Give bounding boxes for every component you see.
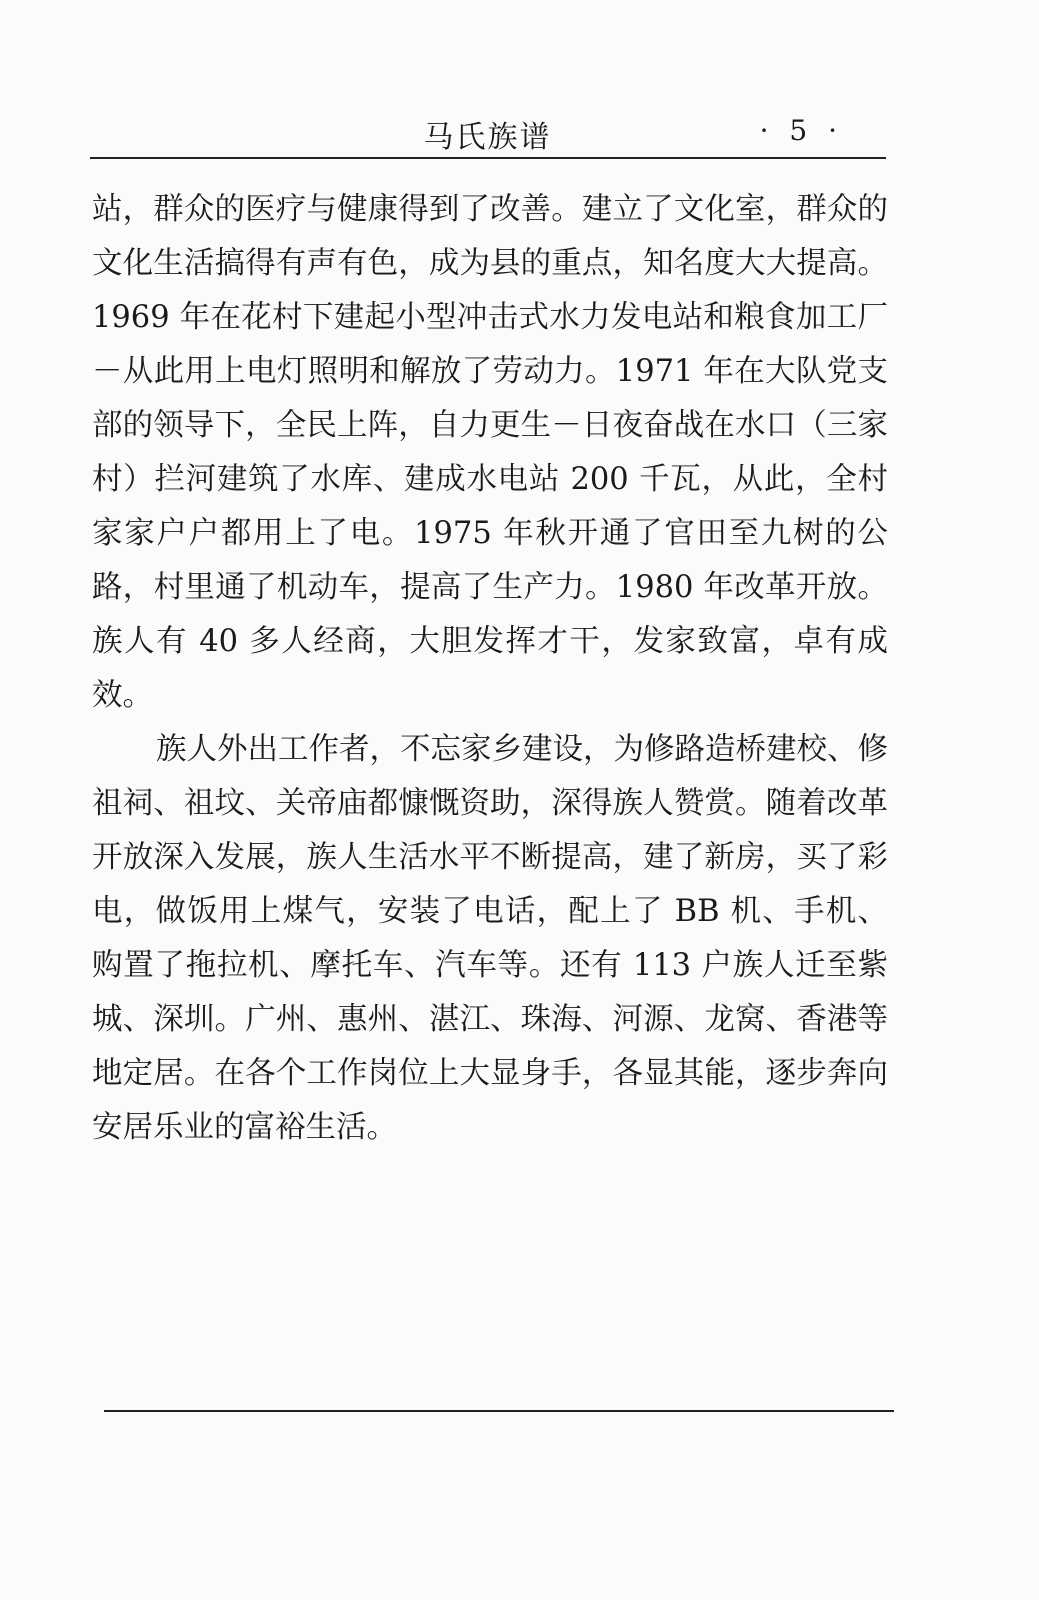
header-divider xyxy=(90,157,886,159)
footer-divider xyxy=(104,1410,894,1412)
page-number: · 5 · xyxy=(759,114,843,147)
running-head xyxy=(90,108,885,158)
paragraph-1: 站，群众的医疗与健康得到了改善。建立了文化室，群众的文化生活搞得有声有色，成为县的重点，知名度大大提高。1969 年在花村下建起小型冲击式水力发电站和粮食加工厂－从此用上电灯照明和解放了劳动力。1971 年在大队党支部的领导下，全民上阵，自力更生－日夜奋战在水口（三家村）拦河建筑了水库、建成水电站 200 千瓦，从此，全村家家户户都用上了电。1975 年秋开通了官田至九树的公路，村里通了机动车，提高了生产力。1980 年改革开放。族人有 40 多人经商，大胆发挥才干，发家致富，卓有成效。 xyxy=(92,192,888,713)
paragraph-2: 族人外出工作者，不忘家乡建设，为修路造桥建校、修祖祠、祖坟、关帝庙都慷慨资助，深得族人赞赏。随着改革开放深入发展，族人生活水平不断提高，建了新房，买了彩电，做饭用上煤气，安装了电话，配上了 BB 机、手机、购置了拖拉机、摩托车、汽车等。还有 113 户族人迁至紫城、深圳。广州、惠州、湛江、珠海、河源、龙窝、香港等地定居。在各个工作岗位上大显身手，各显其能，逐步奔向安居乐业的富裕生活。 xyxy=(92,732,888,1145)
running-title: 马氏族谱 xyxy=(423,120,552,155)
body-text xyxy=(92,183,888,1155)
